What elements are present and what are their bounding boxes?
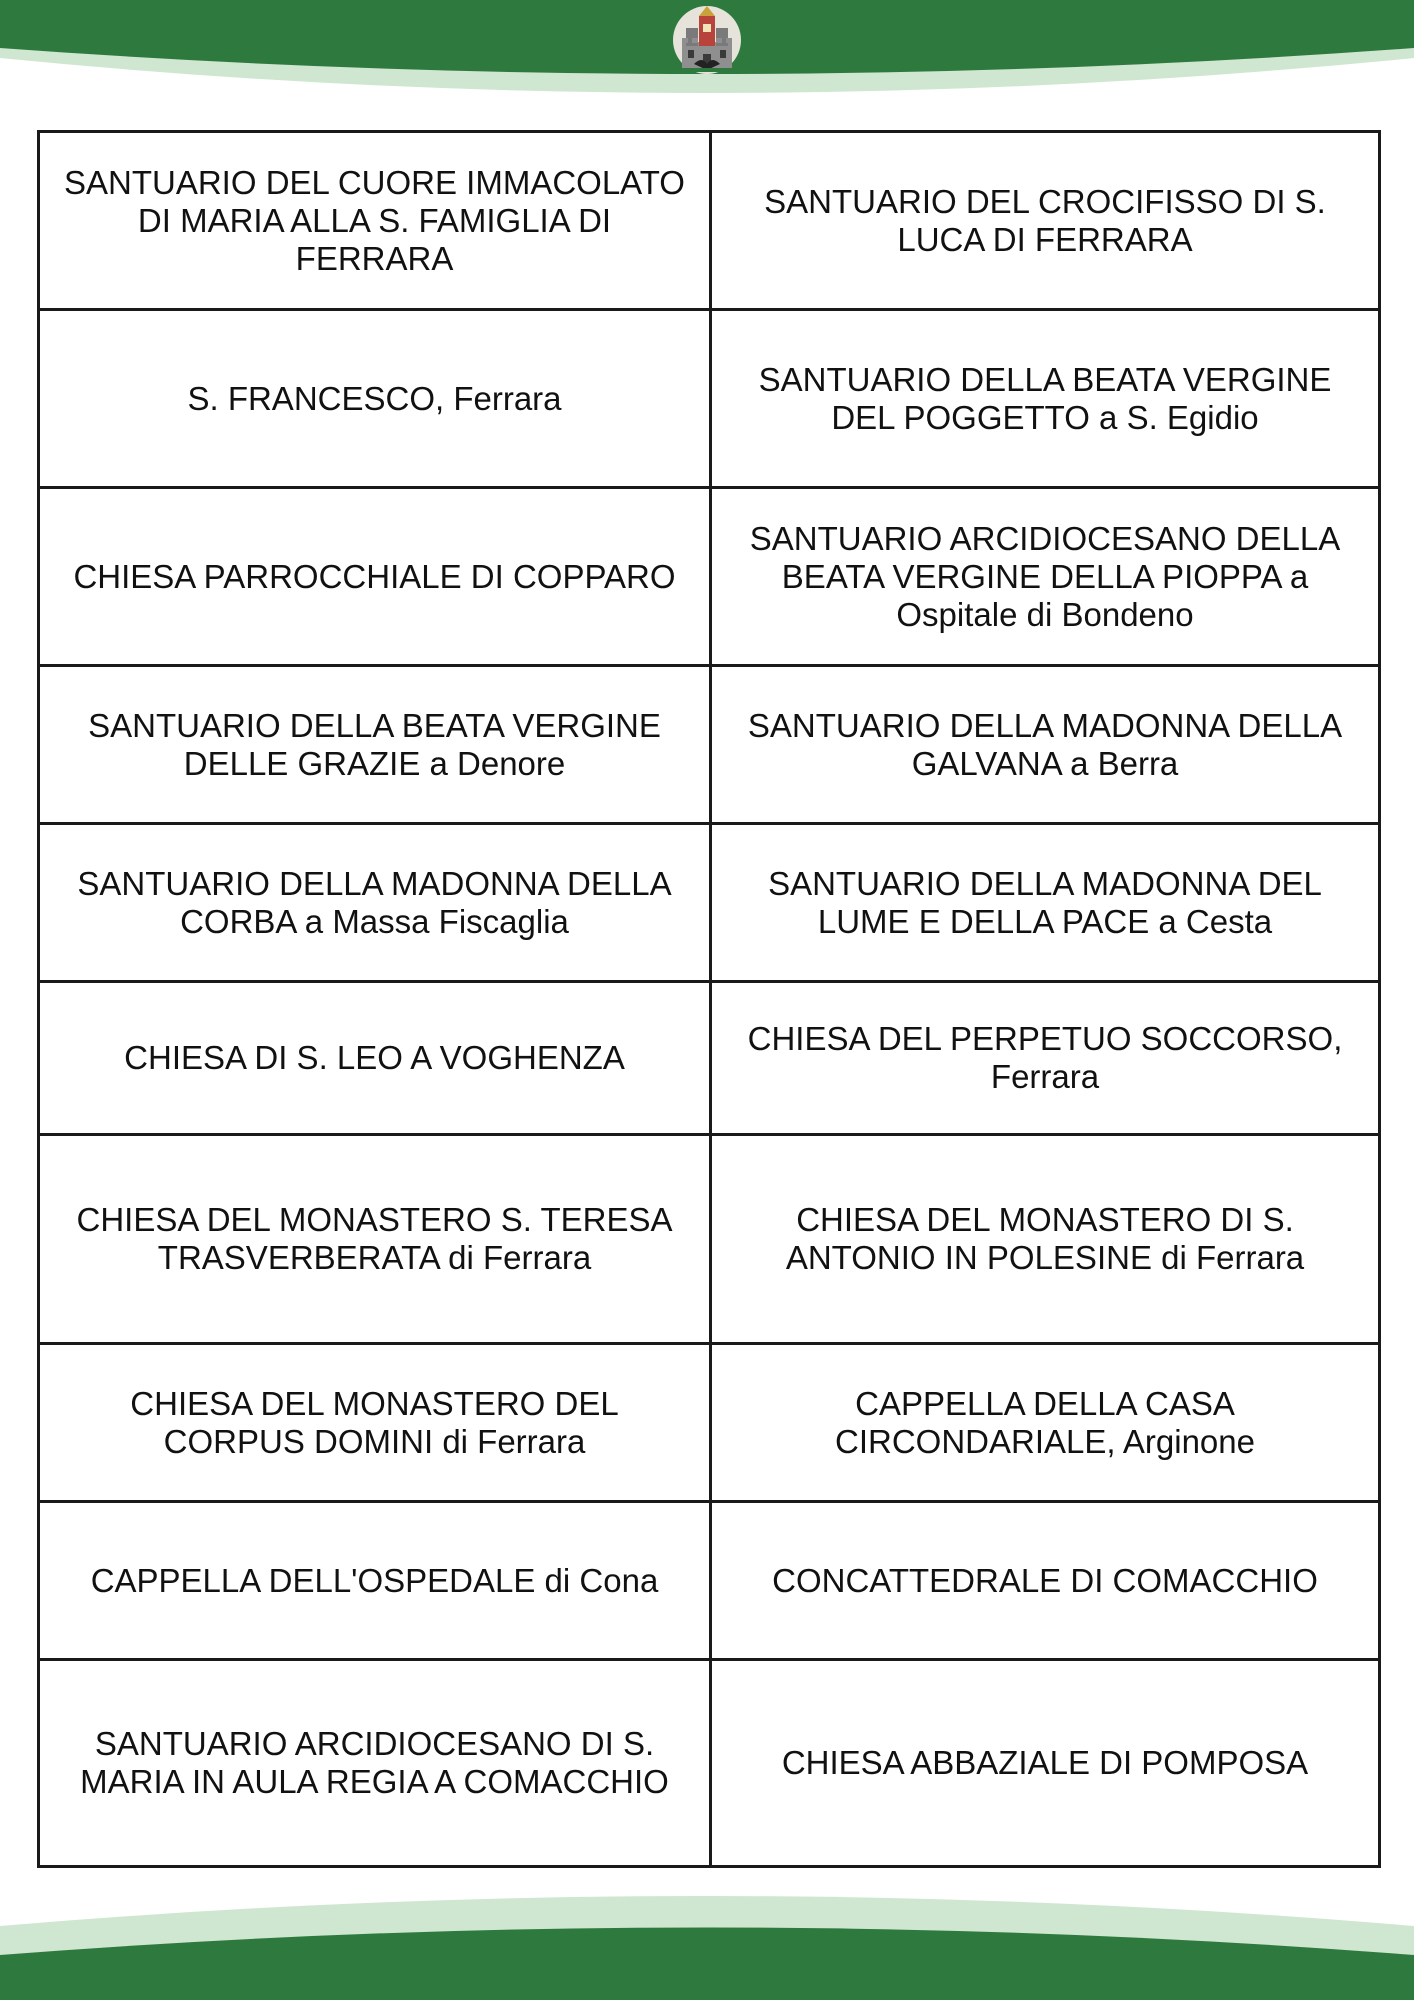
table-row bbox=[39, 1502, 1380, 1660]
table-cell: SANTUARIO DELLA BEATA VERGINE DEL POGGETTO a S. Egidio bbox=[711, 310, 1380, 488]
footer-band bbox=[0, 1880, 1414, 2000]
churches-table bbox=[37, 130, 1381, 1868]
table-row bbox=[39, 1344, 1380, 1502]
table-cell: SANTUARIO DELLA MADONNA DELLA GALVANA a Berra bbox=[711, 666, 1380, 824]
table-cell: S. FRANCESCO, Ferrara bbox=[39, 310, 711, 488]
table-cell: CONCATTEDRALE DI COMACCHIO bbox=[711, 1502, 1380, 1660]
table-row bbox=[39, 824, 1380, 982]
diocese-castle-emblem-icon bbox=[672, 2, 742, 76]
table-cell: SANTUARIO ARCIDIOCESANO DI S. MARIA IN AULA REGIA A COMACCHIO bbox=[39, 1660, 711, 1867]
table-cell: SANTUARIO DEL CUORE IMMACOLATO DI MARIA ALLA S. FAMIGLIA DI FERRARA bbox=[39, 132, 711, 310]
table-cell: CHIESA DEL PERPETUO SOCCORSO, Ferrara bbox=[711, 982, 1380, 1135]
table-cell: CHIESA DEL MONASTERO DEL CORPUS DOMINI di Ferrara bbox=[39, 1344, 711, 1502]
table-cell: CHIESA ABBAZIALE DI POMPOSA bbox=[711, 1660, 1380, 1867]
table-row bbox=[39, 310, 1380, 488]
table-cell: SANTUARIO DELLA MADONNA DELLA CORBA a Massa Fiscaglia bbox=[39, 824, 711, 982]
table-cell: CHIESA PARROCCHIALE DI COPPARO bbox=[39, 488, 711, 666]
table-row bbox=[39, 666, 1380, 824]
footer-wave-decoration bbox=[0, 1880, 1414, 2000]
table-cell: CHIESA DI S. LEO A VOGHENZA bbox=[39, 982, 711, 1135]
table-cell: CAPPELLA DELLA CASA CIRCONDARIALE, Arginone bbox=[711, 1344, 1380, 1502]
table-cell: CHIESA DEL MONASTERO DI S. ANTONIO IN POLESINE di Ferrara bbox=[711, 1135, 1380, 1344]
table-cell: CAPPELLA DELL'OSPEDALE di Cona bbox=[39, 1502, 711, 1660]
table-row bbox=[39, 488, 1380, 666]
table-row bbox=[39, 982, 1380, 1135]
table-cell: CHIESA DEL MONASTERO S. TERESA TRASVERBERATA di Ferrara bbox=[39, 1135, 711, 1344]
table-row bbox=[39, 132, 1380, 310]
table-cell: SANTUARIO DELLA MADONNA DEL LUME E DELLA PACE a Cesta bbox=[711, 824, 1380, 982]
table-cell: SANTUARIO DEL CROCIFISSO DI S. LUCA DI FERRARA bbox=[711, 132, 1380, 310]
table-cell: SANTUARIO DELLA BEATA VERGINE DELLE GRAZIE a Denore bbox=[39, 666, 711, 824]
table-row bbox=[39, 1660, 1380, 1867]
churches-table-container bbox=[37, 130, 1378, 1868]
table-cell: SANTUARIO ARCIDIOCESANO DELLA BEATA VERGINE DELLA PIOPPA a Ospitale di Bondeno bbox=[711, 488, 1380, 666]
table-row bbox=[39, 1135, 1380, 1344]
